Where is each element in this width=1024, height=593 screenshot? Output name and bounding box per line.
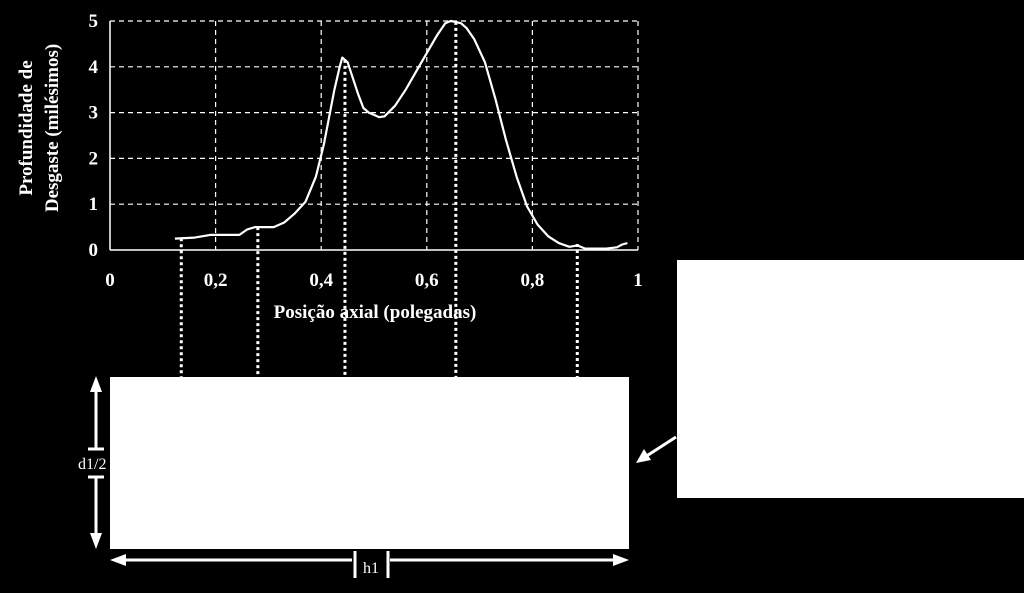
- x-tick-label: 0,2: [203, 270, 228, 291]
- x-tick-label: 0,6: [414, 270, 439, 291]
- x-tick-label: 0,8: [520, 270, 545, 291]
- width-label: h1: [363, 560, 379, 577]
- x-tick-label: 0: [105, 270, 115, 291]
- y-tick-label: 0: [88, 240, 98, 261]
- y-tick-label: 5: [88, 11, 98, 32]
- x-tick-label: 1: [633, 270, 643, 291]
- callout-box: [677, 260, 1024, 498]
- y-axis-title-line1: Profundidade de: [16, 60, 37, 196]
- x-axis-title: Posição axial (polegadas): [273, 302, 477, 323]
- height-label: d1/2: [78, 456, 107, 473]
- specimen-section: [110, 377, 629, 549]
- x-tick-label: 0,4: [309, 270, 334, 291]
- y-tick-label: 3: [88, 102, 98, 124]
- y-tick-label: 1: [88, 194, 98, 216]
- y-tick-label: 2: [88, 148, 98, 170]
- y-axis-title-line2: Desgaste (milésimos): [42, 43, 63, 213]
- y-tick-label: 4: [88, 56, 98, 78]
